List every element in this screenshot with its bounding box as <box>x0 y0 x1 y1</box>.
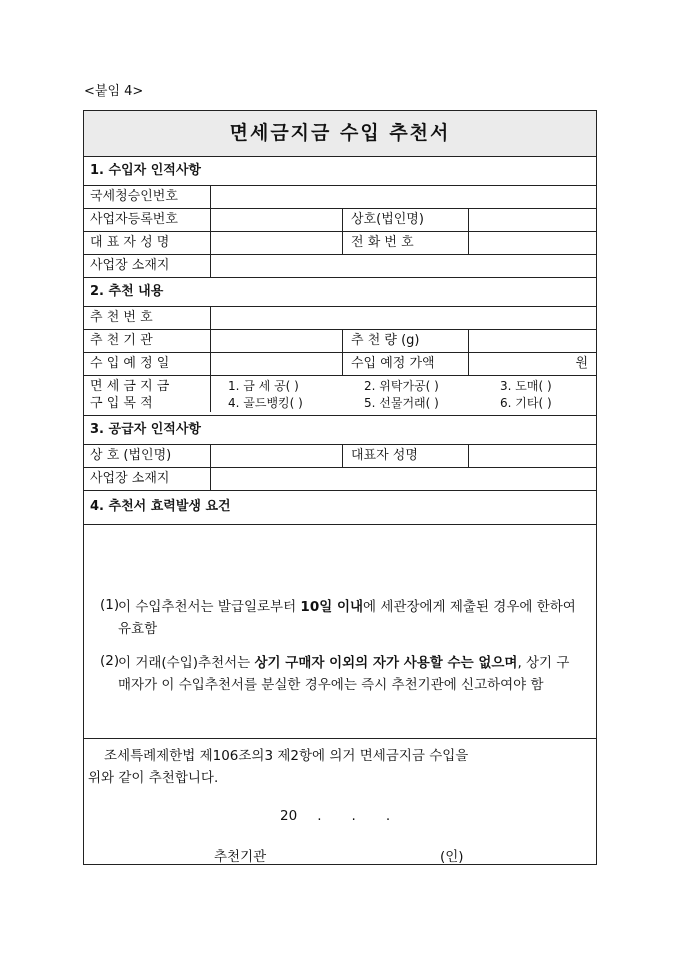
row-rec-no <box>84 307 596 330</box>
import-value-label: 수입 예정 가액 <box>342 353 469 375</box>
rec-no-label: 추 천 번 호 <box>84 307 211 329</box>
biz-reg-field[interactable] <box>211 209 342 231</box>
row-agency <box>84 330 596 353</box>
amount-field[interactable] <box>469 330 596 352</box>
supplier-company-field[interactable] <box>211 445 342 467</box>
section2-heading: 2. 추천 내용 <box>84 278 596 307</box>
row-import-date <box>84 353 596 376</box>
import-date-label: 수 입 예 정 일 <box>84 353 211 375</box>
buyer-company-label: 상호(법인명) <box>342 209 469 231</box>
buyer-company-field[interactable] <box>469 209 596 231</box>
recommendation-form <box>83 110 597 865</box>
amount-label: 추 천 량 (g) <box>342 330 469 352</box>
row-supplier-address <box>84 468 596 491</box>
conditions-box <box>84 525 596 739</box>
row-supplier-company <box>84 445 596 468</box>
condition-1-text: 이 수입추천서는 발급일로부터 10일 이내에 세관장에게 제출된 경우에 한하여 유효함 <box>118 599 576 637</box>
condition-2-number: (2) <box>100 653 120 669</box>
buyer-ceo-label: 대 표 자 성 명 <box>84 232 211 254</box>
supplier-company-label: 상 호 (법인명) <box>84 445 211 467</box>
purpose-option-2[interactable]: 2. 위탁가공( ) <box>364 379 439 393</box>
row-tax-id <box>84 186 596 209</box>
supplier-ceo-label: 대표자 성명 <box>342 445 469 467</box>
statement-line-1: 조세특례제한법 제106조의3 제2항에 의거 면세금지금 수입을 <box>104 748 469 764</box>
annex-label: <붙임 4> <box>84 84 144 99</box>
purpose-option-3[interactable]: 3. 도매( ) <box>500 379 552 393</box>
section1-heading: 1. 수입자 인적사항 <box>84 157 596 186</box>
purpose-option-5[interactable]: 5. 선물거래( ) <box>364 396 439 410</box>
buyer-ceo-field[interactable] <box>211 232 342 254</box>
section4-heading: 4. 추천서 효력발생 요건 <box>84 491 596 525</box>
row-ceo <box>84 232 596 255</box>
purpose-label: 면 세 금 지 금 구 입 목 적 <box>84 376 211 412</box>
buyer-phone-label: 전 화 번 호 <box>342 232 469 254</box>
form-title: 면세금지금 수입 추천서 <box>84 111 596 157</box>
statement-line-2: 위와 같이 추천합니다. <box>88 770 219 786</box>
purpose-option-1[interactable]: 1. 금 세 공( ) <box>228 379 299 393</box>
row-purpose <box>84 376 596 416</box>
buyer-address-label: 사업장 소재지 <box>84 255 211 277</box>
import-value-field[interactable] <box>469 353 596 375</box>
tax-id-field[interactable] <box>211 186 596 208</box>
buyer-address-field[interactable] <box>211 255 596 277</box>
issue-date: 20 . . . <box>280 808 391 824</box>
condition-1-number: (1) <box>100 597 120 613</box>
currency-unit: 원 <box>575 356 588 371</box>
tax-id-label: 국세청승인번호 <box>84 186 211 208</box>
supplier-ceo-field[interactable] <box>469 445 596 467</box>
purpose-option-4[interactable]: 4. 골드뱅킹( ) <box>228 396 303 410</box>
row-biz-reg <box>84 209 596 232</box>
agency-label: 추 천 기 관 <box>84 330 211 352</box>
seal-mark: (인) <box>440 849 464 865</box>
condition-2-text: 이 거래(수입)추천서는 상기 구매자 이외의 자가 사용할 수는 없으며, 상기 구매자가 이 수입추천서를 분실한 경우에는 즉시 추천기관에 신고하여야 함 <box>118 655 570 693</box>
row-buyer-address <box>84 255 596 278</box>
section3-heading: 3. 공급자 인적사항 <box>84 416 596 445</box>
agency-field[interactable] <box>211 330 342 352</box>
supplier-address-field[interactable] <box>211 468 596 490</box>
rec-no-field[interactable] <box>211 307 596 329</box>
agency-signature-label: 추천기관 <box>214 849 267 865</box>
buyer-phone-field[interactable] <box>469 232 596 254</box>
supplier-address-label: 사업장 소재지 <box>84 468 211 490</box>
import-date-field[interactable] <box>211 353 342 375</box>
purpose-option-6[interactable]: 6. 기타( ) <box>500 396 552 410</box>
biz-reg-label: 사업자등록번호 <box>84 209 211 231</box>
